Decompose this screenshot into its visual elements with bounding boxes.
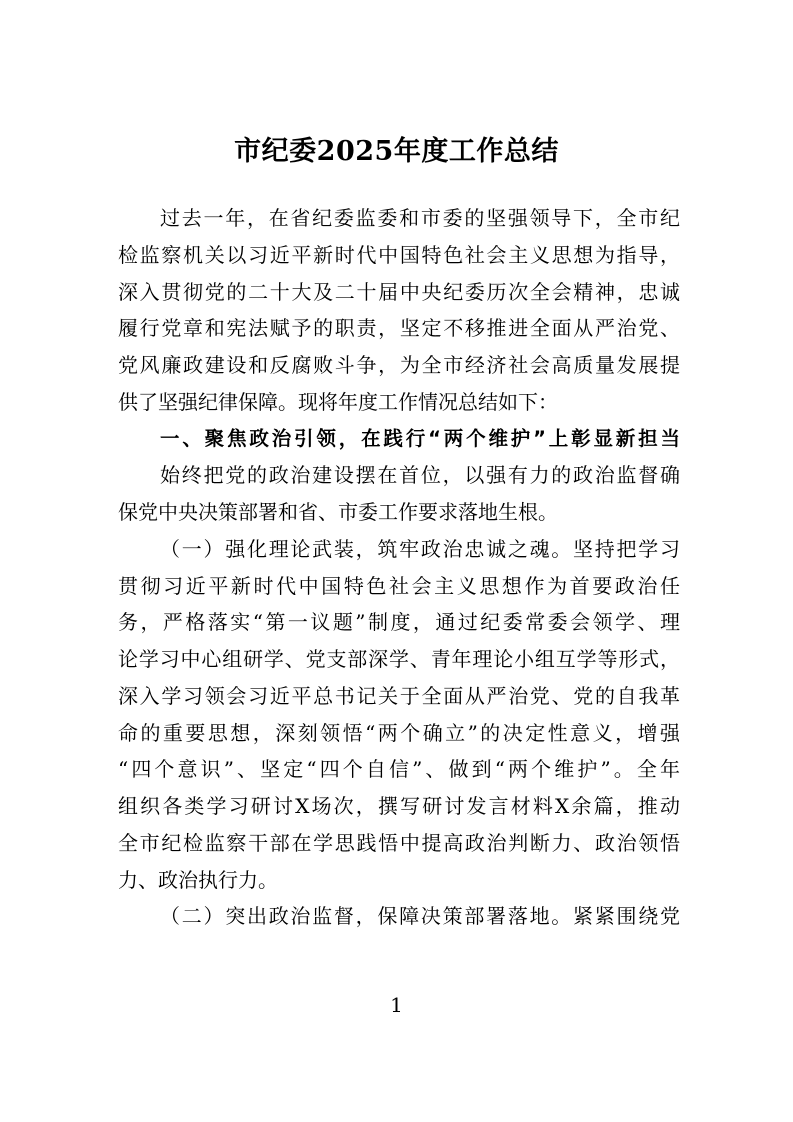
body-line: 过去一年，在省纪委监委和市委的坚强领导下，全市纪 [160,206,680,230]
body-line: 组织各类学习研讨X场次，撰写研讨发言材料X余篇，推动 [118,794,680,818]
body-line: 始终把党的政治建设摆在首位，以强有力的政治监督确 [160,463,680,488]
document-body [118,200,680,935]
body-line: 务，严格落实“第一议题”制度，通过纪委常委会领学、理 [118,610,680,635]
body-line: 力、政治执行力。 [118,867,278,892]
body-line: 命的重要思想，深刻领悟“两个确立”的决定性意义，增强 [118,720,680,745]
body-line: （二）突出政治监督，保障决策部署落地。紧紧围绕党 [160,904,680,929]
body-line: “四个意识”、坚定“四个自信”、做到“两个维护”。全年 [118,757,680,782]
body-line: 全市纪检监察干部在学思践悟中提高政治判断力、政治领悟 [118,830,680,855]
body-line: 党风廉政建设和反腐败斗争，为全市经济社会高质量发展提 [118,353,680,377]
body-line: 保党中央决策部署和省、市委工作要求落地生根。 [118,500,558,524]
body-line: 检监察机关以习近平新时代中国特色社会主义思想为指导， [118,242,680,267]
section-heading: 一、聚焦政治引领，在践行“两个维护”上彰显新担当 [160,426,680,450]
body-line: 论学习中心组研学、党支部深学、青年理论小组互学等形式， [118,647,680,671]
document-title: 市纪委2025年度工作总结 [234,136,559,167]
body-line: 深入贯彻党的二十大及二十届中央纪委历次全会精神，忠诚 [118,279,680,304]
body-line: 深入学习领会习近平总书记关于全面从严治党、党的自我革 [118,683,680,708]
body-line: 履行党章和宪法赋予的职责，坚定不移推进全面从严治党、 [118,316,680,341]
body-line: （一）强化理论武装，筑牢政治忠诚之魂。坚持把学习 [160,536,680,561]
page-number: 1 [390,993,403,1017]
body-line: 贯彻习近平新时代中国特色社会主义思想作为首要政治任 [118,573,680,598]
body-line: 供了坚强纪律保障。现将年度工作情况总结如下： [118,389,558,414]
